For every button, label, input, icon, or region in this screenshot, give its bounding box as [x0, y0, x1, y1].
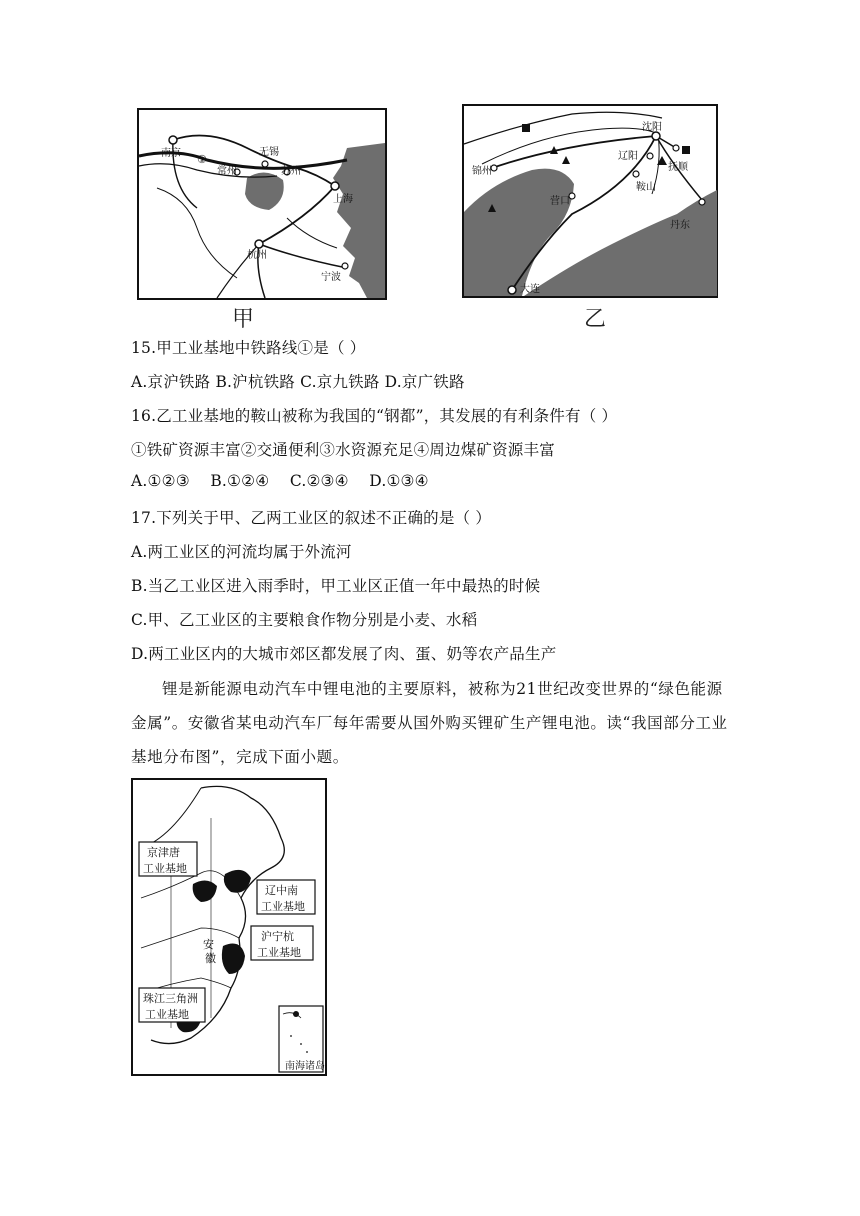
label-anhui-2: 徽	[205, 952, 216, 965]
map-jia	[137, 108, 387, 300]
label-shenyang: 沈阳	[642, 122, 662, 133]
q17-option-d: D.两工业区内的大城市郊区都发展了肉、蛋、奶等农产品生产	[131, 645, 557, 663]
label-shanghai: 上海	[333, 194, 353, 205]
map-jia-caption: 甲	[232, 307, 255, 332]
label-changzhou: 常州	[217, 166, 237, 177]
label-fushun: 抚顺	[668, 162, 688, 173]
label-liaozhongnan-1: 辽中南	[265, 884, 298, 897]
q16-options: A.①②③ B.①②④ C.②③④ D.①③④	[131, 472, 429, 490]
label-zhujiang-1: 珠江三角洲	[143, 992, 198, 1005]
label-huninghang-1: 沪宁杭	[261, 930, 294, 943]
q17-option-c: C.甲、乙工业区的主要粮食作物分别是小麦、水稻	[131, 611, 478, 629]
map-yi	[462, 104, 718, 298]
q17-stem: 17.下列关于甲、乙两工业区的叙述不正确的是（ ）	[131, 509, 492, 527]
label-zhujiang-2: 工业基地	[145, 1008, 189, 1021]
label-inset: 南海诸岛	[285, 1061, 325, 1072]
label-huninghang-2: 工业基地	[257, 946, 301, 959]
label-anhui-1: 安	[203, 938, 214, 951]
label-circle1: ①	[197, 153, 207, 166]
label-jingjintang-2: 工业基地	[143, 862, 187, 875]
label-ningbo: 宁波	[321, 272, 341, 283]
q17-option-b: B.当乙工业区进入雨季时，甲工业区正值一年中最热的时候	[131, 577, 541, 595]
label-anshan: 鞍山	[636, 182, 656, 193]
label-wuxi: 无锡	[259, 147, 279, 158]
label-hangzhou: 杭州	[247, 250, 267, 261]
label-yingkou: 营口	[550, 196, 570, 207]
label-nanjing: 南京	[161, 148, 181, 159]
map-yi-caption: 乙	[584, 307, 607, 332]
label-jingjintang-1: 京津唐	[147, 846, 180, 859]
q17-option-a: A.两工业区的河流均属于外流河	[131, 543, 352, 561]
label-dandong: 丹东	[670, 220, 690, 231]
passage-paragraph: 锂是新能源电动汽车中锂电池的主要原料，被称为21世纪改变世界的“绿色能源金属”。安徽省某电动汽车厂每年需要从国外购买锂矿生产锂电池。读“我国部分工业基地分布图”，完成下面小题。	[131, 680, 728, 766]
label-suzhou: 苏州	[281, 166, 301, 177]
q16-conditions: ①铁矿资源丰富②交通便利③水资源充足④周边煤矿资源丰富	[131, 441, 555, 459]
q16-stem: 16.乙工业基地的鞍山被称为我国的“钢都”，其发展的有利条件有（ ）	[131, 407, 618, 425]
label-liaoyang: 辽阳	[618, 151, 638, 162]
china-industrial-map	[131, 778, 327, 1076]
q15-stem: 15.甲工业基地中铁路线①是（ ）	[131, 339, 366, 357]
label-liaozhongnan-2: 工业基地	[261, 900, 305, 913]
label-jinzhou: 锦州	[472, 166, 492, 177]
label-dalian: 大连	[520, 284, 540, 295]
q15-options: A.京沪铁路 B.沪杭铁路 C.京九铁路 D.京广铁路	[131, 373, 465, 391]
